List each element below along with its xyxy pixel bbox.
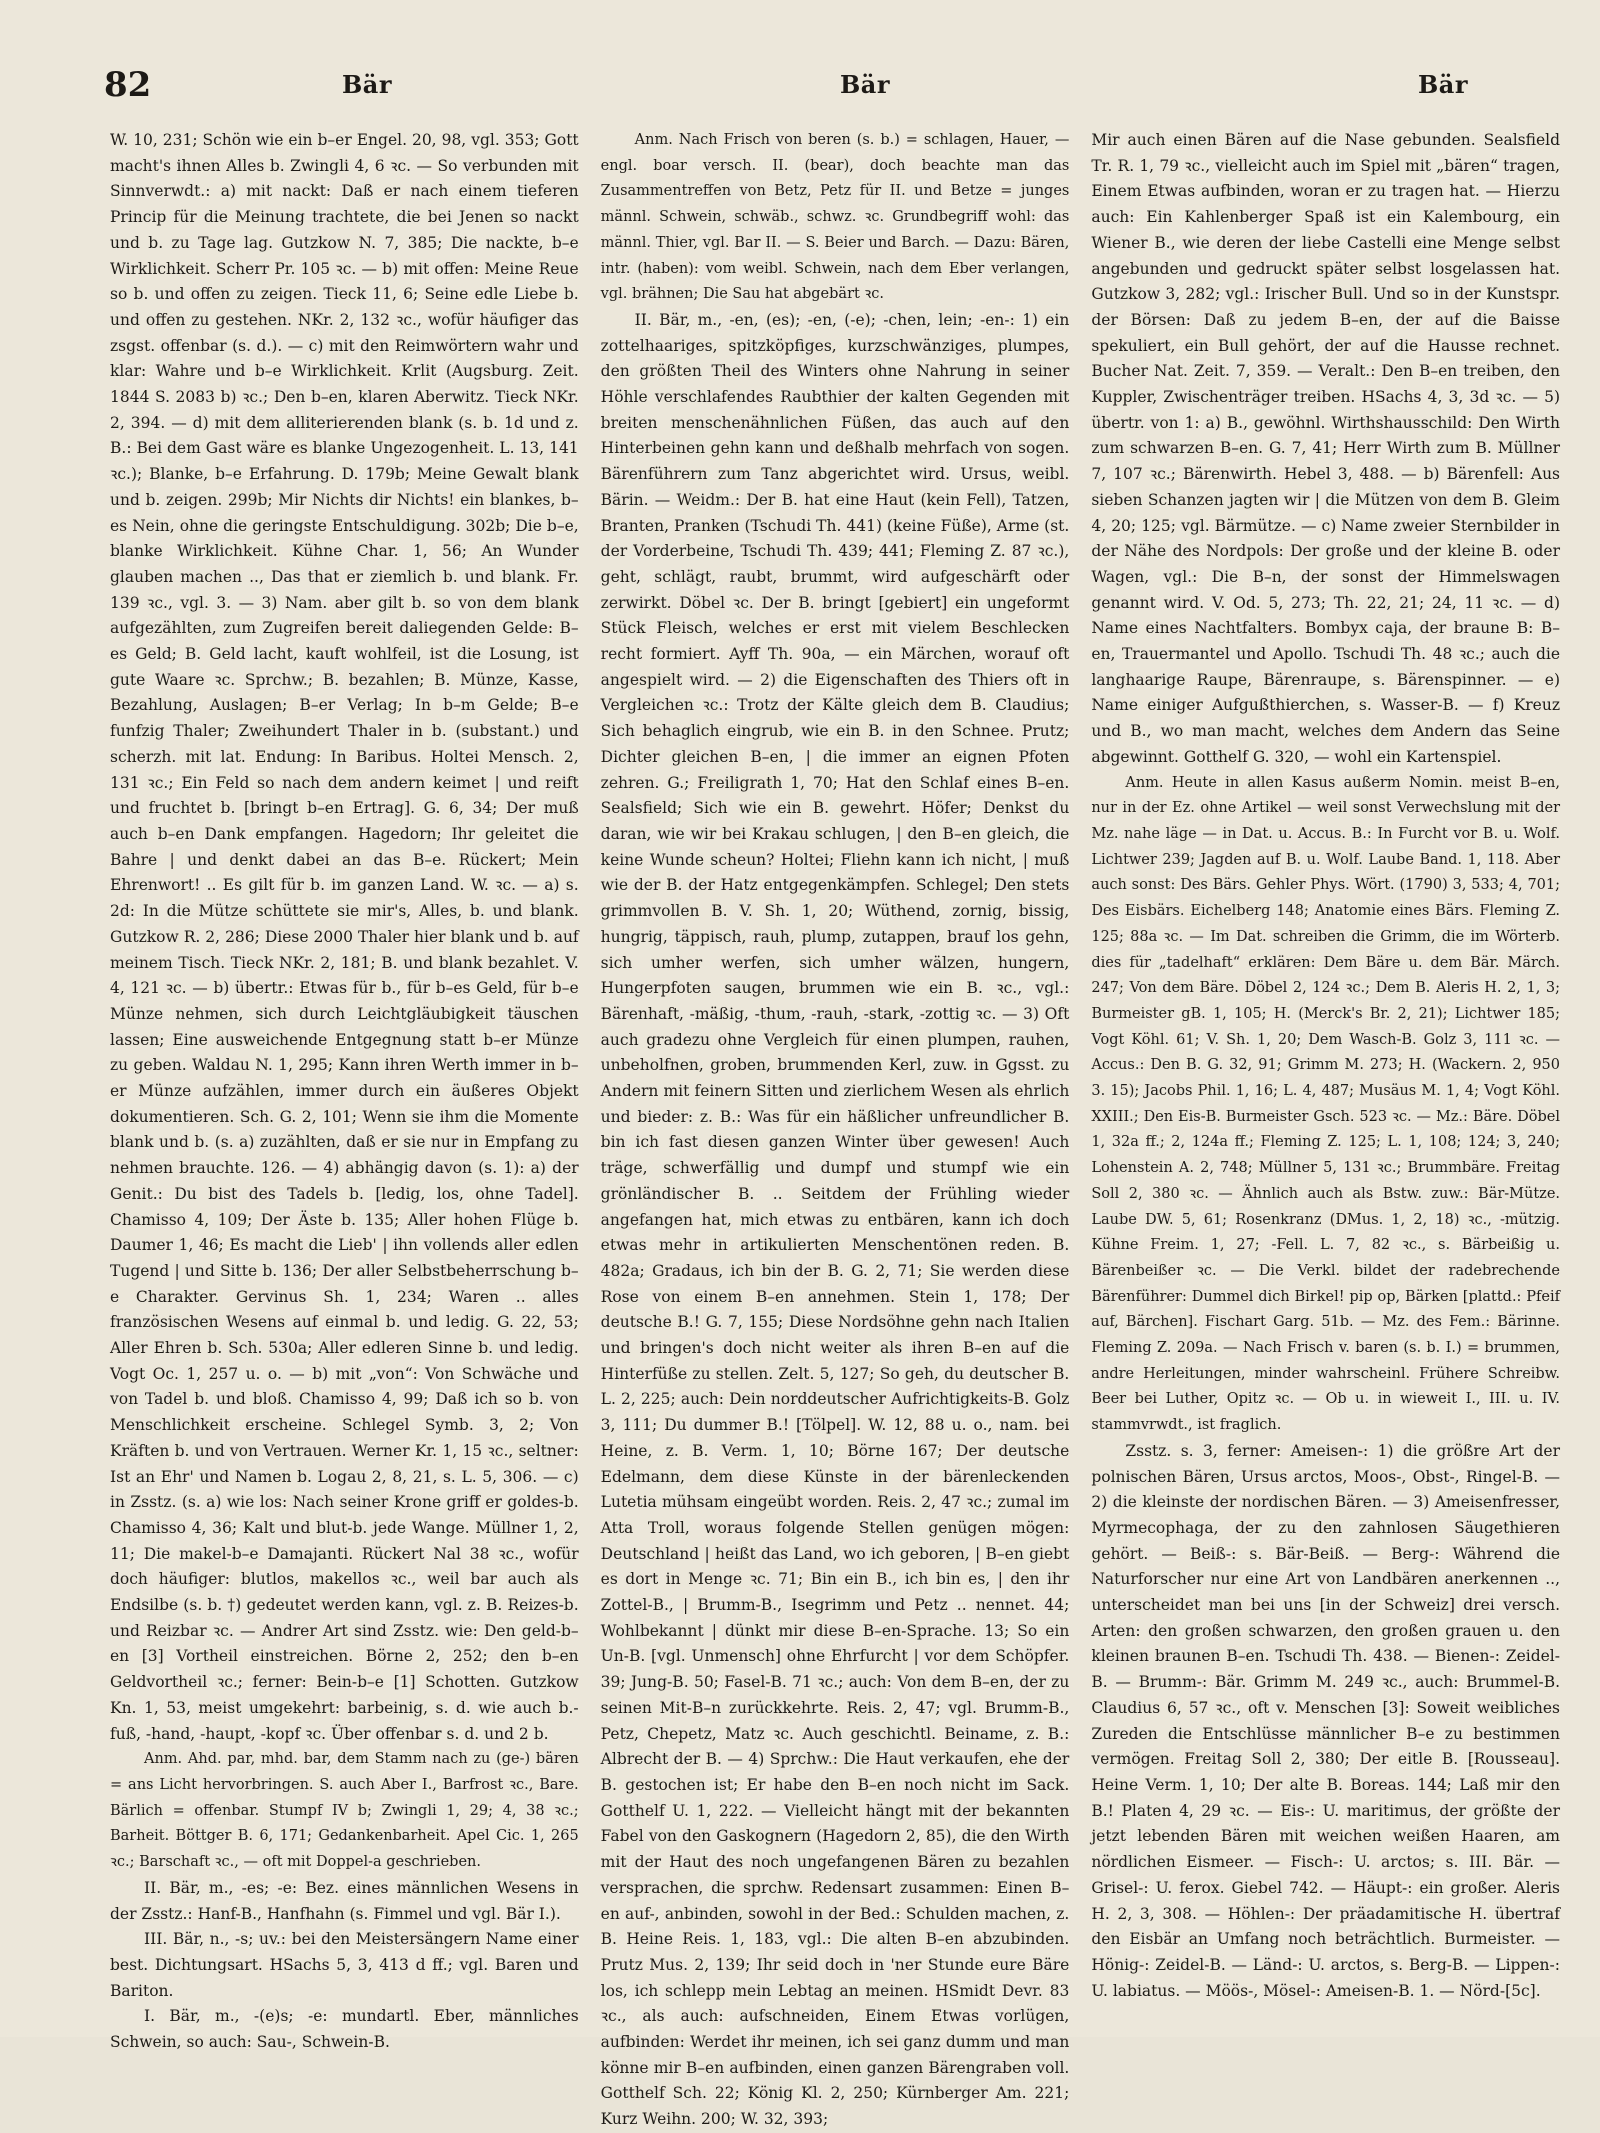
text-columns	[110, 128, 1561, 2129]
entry-paragraph: II. Bär, m., -es; -e: Bez. eines männlichen Wesens in der Zsstz.: Hanf-B., Hanfhahn (s. Fimmel und vgl. Bär I.).	[110, 1878, 579, 1923]
entry-note: Anm. Nach Frisch von beren (s. b.) = schlagen, Hauer, — engl. boar versch. II. (bear), doch beachte man das Zusammentreffen von Betz, Petz für II. und Betze = junges männl. Schwein, schwäb., schwz. ꝛc. Grundbegriff wohl: das männl. Thier, vgl. Bar II. — S. Beier und Barch. — Dazu: Bären, intr. (haben): vom weibl. Schwein, nach dem Eber verlangen, vgl. brähnen; Die Sau hat abgebärt ꝛc.	[600, 132, 1070, 303]
entry-paragraph: I. Bär, m., -(e)s; -e: mundartl. Eber, männliches Schwein, so auch: Sau-, Schwein-B.	[110, 2007, 579, 2052]
column-right	[1091, 128, 1560, 2028]
running-headword-right: Bär	[1418, 70, 1468, 99]
column-left	[110, 128, 579, 2052]
entry-note: Anm. Ahd. par, mhd. bar, dem Stamm nach zu (ge-) bären = ans Licht hervorbringen. S. auch Aber I., Barfrost ꝛc., Bare. Bärlich = offenbar. Stumpf IV b; Zwingli 1, 29; 4, 38 ꝛc.; Barheit. Böttger B. 6, 171; Gedankenbarheit. Apel Cic. 1, 265 ꝛc.; Barschaft ꝛc., — oft mit Doppel-a geschrieben.	[110, 1751, 579, 1871]
entry-paragraph: Zsstz. s. 3, ferner: Ameisen-: 1) die größre Art der polnischen Bären, Ursus arctos, Moos-, Obst-, Ringel-B. — 2) die kleinste der nordischen Bären. — 3) Ameisenfresser, Myrmecophaga, der zu den zahnlosen Säugethieren gehört. — Beiß-: s. Bär-Beiß. — Berg-: Während die Naturforscher nur eine Art von Landbären anerkennen .., unterscheidet man bei uns [in der Schweiz] drei versch. Arten: den großen schwarzen, den großen grauen u. den kleinen braunen B–en. Tschudi Th. 438. — Bienen-: Zeidel-B. — Brumm-: Bär. Grimm M. 249 ꝛc., auch: Brummel-B. Claudius 6, 57 ꝛc., oft v. Menschen [3]: Soweit weibliches Zureden die Entschlüsse männlicher B–e zu bestimmen vermögen. Freitag Soll 2, 380; Der eitle B. [Rousseau]. Heine Verm. 1, 10; Der alte B. Boreas. 144; Laß mir den B.! Platen 4, 29 ꝛc. — Eis-: U. maritimus, der größte der jetzt lebenden Bären mit weichen weißen Haaren, am nördlichen Eismeer. — Fisch-: U. arctos; s. III. Bär. — Grisel-: U. ferox. Giebel 742. — Häupt-: ein großer. Aleris H. 2, 3, 308. — Höhlen-: Der präadamitische H. übertraf den Eisbär an Umfang noch beträchtlich. Burmeister. — Hönig-: Zeidel-B. — Länd-: U. arctos, s. Berg-B. — Lippen-: U. labiatus. — Möös-, Mösel-: Ameisen-B. 1. — Nörd-[5c].	[1091, 1441, 1561, 2000]
page-number: 82	[104, 65, 152, 105]
entry-note: Anm. Heute in allen Kasus außerm Nomin. meist B–en, nur in der Ez. ohne Artikel — weil sonst Verwechslung mit der Mz. nahe läge — in Dat. u. Accus. B.: In Furcht vor B. u. Wolf. Lichtwer 239; Jagden auf B. u. Wolf. Laube Band. 1, 118. Aber auch sonst: Des Bärs. Gehler Phys. Wört. (1790) 3, 533; 4, 701; Des Eisbärs. Eichelberg 148; Anatomie eines Bärs. Fleming Z. 125; 88a ꝛc. — Im Dat. schreiben die Grimm, die im Wörterb. dies für „tadelhaft“ erklären: Dem Bäre u. dem Bär. Märch. 247; Von dem Bäre. Döbel 2, 124 ꝛc.; Dem B. Aleris H. 2, 1, 3; Burmeister gB. 1, 105; H. (Merck's Br. 2, 21); Lichtwer 185; Vogt Köhl. 61; V. Sh. 1, 20; Dem Wasch-B. Golz 3, 111 ꝛc. — Accus.: Den B. G. 32, 91; Grimm M. 273; H. (Wackern. 2, 950 3. 15); Jacobs Phil. 1, 16; L. 4, 487; Musäus M. 1, 4; Vogt Köhl. XXIII.; Den Eis-B. Burmeister Gsch. 523 ꝛc. — Mz.: Bäre. Döbel 1, 32a ff.; 2, 124a ff.; Fleming Z. 125; L. 1, 108; 124; 3, 240; Lohenstein A. 2, 748; Müllner 5, 131 ꝛc.; Brummbäre. Freitag Soll 2, 380 ꝛc. — Ähnlich auch als Bstw. zuw.: Bär-Mütze. Laube DW. 5, 61; Rosenkranz (DMus. 1, 2, 18) ꝛc., -mützig. Kühne Freim. 1, 27; -Fell. L. 7, 82 ꝛc., s. Bärbeißig u. Bärenbeißer ꝛc. — Die Verkl. bildet der radebrechende Bärenführer: Dummel dich Birkel! pip op, Bärken [plattd.: Pfeif auf, Bärchen]. Fischart Garg. 51b. — Mz. des Fem.: Bärinne. Fleming Z. 209a. — Nach Frisch v. baren (s. b. I.) = brummen, andre Herleitungen, minder wahrscheinl. Frühere Schreibw. Beer bei Luther, Opitz ꝛc. — Ob u. in wieweit I., III. u. IV. stammvrwdt., ist fraglich.	[1091, 774, 1561, 1434]
page-header	[104, 65, 1560, 112]
entry-paragraph: Mir auch einen Bären auf die Nase gebunden. Sealsfield Tr. R. 1, 79 ꝛc., vielleicht auch im Spiel mit „bären“ tragen, Einem Etwas aufbinden, woran er zu tragen hat. — Hierzu auch: Ein Kahlenberger Spaß ist ein Kalembourg, ein Wiener B., wie deren der liebe Castelli eine Menge selbst angebunden und gedruckt später selbst losgelassen hat. Gutzkow 3, 282; vgl.: Irischer Bull. Und so in der Kunstspr. der Börsen: Daß zu jedem B–en, der auf die Baisse spekuliert, ein Bull gehört, der auf die Hausse rechnet. Bucher Nat. Zeit. 7, 359. — Veralt.: Den B–en treiben, den Kuppler, Zwischenträger treiben. HSachs 4, 3, 3d ꝛc. — 5) übertr. von 1: a) B., gewöhnl. Wirthshausschild: Den Wirth zum schwarzen B–en. G. 7, 41; Herr Wirth zum B. Müllner 7, 107 ꝛc.; Bärenwirth. Hebel 3, 488. — b) Bärenfell: Aus sieben Schanzen jagten wir | die Mützen von dem B. Gleim 4, 20; 125; vgl. Bärmütze. — c) Name zweier Sternbilder in der Nähe des Nordpols: Der große und der kleine B. oder Wagen, vgl.: Die B–n, der sonst der Himmelswagen genannt wird. V. Od. 5, 273; Th. 22, 21; 24, 11 ꝛc. — d) Name eines Nachtfalters. Bombyx caja, der braune B: B–en, Trauermantel und Apollo. Tschudi Th. 48 ꝛc.; auch die langhaarige Raupe, Bärenraupe, s. Bärenspinner. — e) Name einiger Aufgußthierchen, s. Wasser-B. — f) Kreuz und B., wo man macht, welches dem Andern das Seine abgewinnt. Gotthelf G. 320, — wohl ein Kartenspiel.	[1091, 131, 1561, 766]
entry-paragraph: III. Bär, n., -s; uv.: bei den Meistersängern Name einer best. Dichtungsart. HSachs 5, 3, 413 d ff.; vgl. Baren und Bariton.	[110, 1930, 579, 2000]
entry-paragraph: W. 10, 231; Schön wie ein b–er Engel. 20, 98, vgl. 353; Gott macht's ihnen Alles b. Zwingli 4, 6 ꝛc. — So verbunden mit Sinnverwdt.: a) mit nackt: Daß er nach einem tieferen Princip für die Meinung trachtete, die bei Jenen so nackt und b. zu Tage lag. Gutzkow N. 7, 385; Die nackte, b–e Wirklichkeit. Scherr Pr. 105 ꝛc. — b) mit offen: Meine Reue so b. und offen zu zeigen. Tieck 11, 6; Seine edle Liebe b. und offen zu gestehen. NKr. 2, 132 ꝛc., wofür häufiger das zsgst. offenbar (s. d.). — c) mit den Reimwörtern wahr und klar: Wahre und b–e Wirklichkeit. Krlit (Augsburg. Zeit. 1844 S. 2083 b) ꝛc.; Den b–en, klaren Aberwitz. Tieck NKr. 2, 394. — d) mit dem alliterierenden blank (s. b. 1d und z. B.: Bei dem Gast wäre es blanke Ungezogenheit. L. 13, 141 ꝛc.); Blanke, b–e Erfahrung. D. 179b; Meine Gewalt blank und b. zeigen. 299b; Mir Nichts dir Nichts! ein blankes, b–es Nein, ohne die geringste Entschuldigung. 302b; Die b–e, blanke Wirklichkeit. Kühne Char. 1, 56; An Wunder glauben machen .., Das that er ziemlich b. und blank. Fr. 139 ꝛc., vgl. 3. — 3) Nam. aber gilt b. so von dem blank aufgezählten, zum Zugreifen bereit daliegenden Gelde: B–es Geld; B. Geld lacht, kauft wohlfeil, ist die Losung, ist gute Waare ꝛc. Sprchw.; B. bezahlen; B. Münze, Kasse, Bezahlung, Auslagen; B–er Verlag; In b–m Gelde; B–e funfzig Thaler; Zweihundert Thaler in b. (substant.) und scherzh. mit lat. Endung: In Baribus. Holtei Mensch. 2, 131 ꝛc.; Ein Feld so nach dem andern keimet | und reift und fruchtet b. [bringt b–en Ertrag]. G. 6, 34; Der muß auch b–en Dank empfangen. Hagedorn; Ihr geleitet die Bahre | und denkt dabei an das B–e. Rückert; Mein Ehrenwort! .. Es gilt für b. im ganzen Land. W. ꝛc. — a) s. 2d: In die Mütze schüttete sie mir's, Alles, b. und blank. Gutzkow R. 2, 286; Diese 2000 Thaler hier blank und b. auf meinem Tisch. Tieck NKr. 2, 181; B. und blank bezahlet. V. 4, 121 ꝛc. — b) übertr.: Etwas für b., für b–es Geld, für b–e Münze nehmen, sich durch Leichtgläubigkeit täuschen lassen; Eine ausweichende Entgegnung statt b–er Münze zu geben. Waldau N. 1, 295; Kann ihren Werth immer in b–er Münze aufzählen, immer durch ein äußeres Objekt dokumentieren. Sch. G. 2, 101; Wenn sie ihm die Momente blank und b. (s. a) zuzählten, daß er sie nur in Empfang zu nehmen brauchte. 126. — 4) abhängig davon (s. 1): a) der Genit.: Du bist des Tadels b. [ledig, los, ohne Tadel]. Chamisso 4, 109; Der Äste b. 135; Aller hohen Flüge b. Daumer 1, 46; Es macht die Lieb' | ihn vollends aller edlen Tugend | und Sitte b. 136; Der aller Selbstbeherrschung b–e Charakter. Gervinus Sh. 1, 234; Waren .. alles französischen Wesens auf einmal b. und ledig. G. 22, 53; Aller Ehren b. Sch. 530a; Aller edleren Sinne b. und ledig. Vogt Oc. 1, 257 u. o. — b) mit „von“: Von Schwäche und von Tadel b. und bloß. Chamisso 4, 99; Daß ich so b. von Menschlichkeit erscheine. Schlegel Symb. 3, 2; Von Kräften b. und von Vertrauen. Werner Kr. 1, 15 ꝛc., seltner: Ist an Ehr' und Namen b. Logau 2, 8, 21, s. L. 5, 306. — c) in Zsstz. (s. a) wie los: Nach seiner Krone griff er goldes-b. Chamisso 4, 36; Kalt und blut-b. jede Wange. Müllner 1, 2, 11; Die makel-b–e Damajanti. Rückert Nal 38 ꝛc., wofür doch häufiger: blutlos, makellos ꝛc., weil bar auch als Endsilbe (s. b. †) gedeutet werden kann, vgl. z. B. Reizes-b. und Reizbar ꝛc. — Andrer Art sind Zsstz. wie: Den geld-b–en [3] Vortheil einstreichen. Börne 2, 252; den b–en Geldvortheil ꝛc.; ferner: Bein-b–e [1] Schotten. Gutzkow Kn. 1, 53, meist umgekehrt: barbeinig, s. d. wie auch b.-fuß, -hand, -haupt, -kopf ꝛc. Über offenbar s. d. und 2 b.	[110, 131, 579, 1743]
running-headword-left: Bär	[342, 70, 392, 99]
column-middle	[600, 128, 1070, 2129]
entry-paragraph: II. Bär, m., -en, (es); -en, (-e); -chen, lein; -en-: 1) ein zottelhaariges, spitzköpfiges, kurzschwänziges, plumpes, den größten Theil des Winters ohne Nahrung in seiner Höhle verschlafendes Raubthier der kalten Gegenden mit breiten menschenähnlichen Füßen, das auch auf den Hinterbeinen gehn kann und deßhalb mehrfach von sogen. Bärenführern zum Tanz abgerichtet wird. Ursus, weibl. Bärin. — Weidm.: Der B. hat eine Haut (kein Fell), Tatzen, Branten, Pranken (Tschudi Th. 441) (keine Füße), Arme (st. der Vorderbeine, Tschudi Th. 439; 441; Fleming Z. 87 ꝛc.), geht, schlägt, raubt, brummt, wird aufgeschärft oder zerwirkt. Döbel ꝛc. Der B. bringt [gebiert] ein ungeformt Stück Fleisch, welches er erst mit vielem Beschlecken recht formiert. Ayff Th. 90a, — ein Märchen, worauf oft angespielt wird. — 2) die Eigenschaften des Thiers oft in Vergleichen ꝛc.: Trotz der Kälte gleich dem B. Claudius; Sich behaglich eingrub, wie ein B. in den Schnee. Prutz; Dichter gleichen B–en, | die immer an eignen Pfoten zehren. G.; Freiligrath 1, 70; Hat den Schlaf eines B–en. Sealsfield; Sich wie ein B. gewehrt. Höfer; Denkst du daran, wie wir bei Krakau schlugen, | den B–en gleich, die keine Wunde scheun? Holtei; Fliehn kann ich nicht, | muß wie der B. der Hatz entgegenkämpfen. Schlegel; Den stets grimmvollen B. V. Sh. 1, 20; Wüthend, zornig, bissig, hungrig, täppisch, rauh, plump, zutappen, brauf los gehn, sich umher werfen, sich umher wälzen, hungern, Hungerpfoten saugen, brummen wie ein B. ꝛc., vgl.: Bärenhaft, -mäßig, -thum, -rauh, -stark, -zottig ꝛc. — 3) Oft auch gradezu ohne Vergleich für einen plumpen, rauhen, unbeholfnen, groben, brummenden Kerl, zuw. in Ggsst. zu Andern mit feinern Sitten und zierlichem Wesen als ehrlich und bieder: z. B.: Was für ein häßlicher unfreundlicher B. bin ich fast diesen ganzen Winter über gewesen! Auch träge, schwerfällig und dumpf und stumpf wie ein grönländischer B. .. Seitdem der Frühling wieder angefangen hat, mich etwas zu entbären, kann ich doch etwas mehr in artikulierten Menschentönen reden. B. 482a; Gradaus, ich bin der B. G. 2, 71; Sie werden diese Rose von einem B–en annehmen. Stein 1, 178; Der deutsche B.! G. 7, 155; Diese Nordsöhne gehn nach Italien und bringen's doch nicht weiter als ihren B–en auf die Hinterfüße zu stellen. Zelt. 5, 127; So geh, du deutscher B. L. 2, 225; auch: Dein norddeutscher Aufrichtigkeits-B. Golz 3, 111; Du dummer B.! [Tölpel]. W. 12, 88 u. o., nam. bei Heine, z. B. Verm. 1, 10; Börne 167; Der deutsche Edelmann, dem diese Künste in der bärenleckenden Lutetia mühsam eingeübt worden. Reis. 2, 47 ꝛc.; zumal im Atta Troll, woraus folgende Stellen genügen mögen: Deutschland | heißt das Land, wo ich geboren, | B–en giebt es dort in Menge ꝛc. 71; Bin ein B., ich bin es, | den ihr Zottel-B., | Brumm-B., Isegrimm und Petz .. nennet. 44; Wohlbekannt | dünkt mir diese B–en-Sprache. 13; So ein Un-B. [vgl. Unmensch] ohne Ehrfurcht | vor dem Schöpfer. 39; Jung-B. 50; Fasel-B. 71 ꝛc.; auch: Von dem B–en, der zu seinen Mit-B–n zurückkehrte. Reis. 2, 47; vgl. Brumm-B., Petz, Chepetz, Matz ꝛc. Auch geschichtl. Beiname, z. B.: Albrecht der B. — 4) Sprchw.: Die Haut verkaufen, ehe der B. gestochen ist; Er habe den B–en noch nicht im Sack. Gotthelf U. 1, 222. — Vielleicht hängt mit der bekannten Fabel von den Gaskognern (Hagedorn 2, 85), die den Wirth mit der Haut des noch ungefangenen Bären zu bezahlen versprachen, die sprchw. Redensart zusammen: Einen B–en auf-, anbinden, sowohl in der Bed.: Schulden machen, z. B. Heine Reis. 1, 183, vgl.: Die alten B–en abzubinden. Prutz Mus. 2, 139; Ihr seid doch in 'ner Stunde eure Bäre los, ich schlepp mein Lebtag an meinen. HSmidt Devr. 83 ꝛc., als auch: aufschneiden, Einem Etwas vorlügen, aufbinden: Werdet ihr meinen, ich sei ganz dumm und man könne mir B–en aufbinden, einen ganzen Bärengraben voll. Gotthelf Sch. 22; König Kl. 2, 250; Kürnberger Am. 221; Kurz Weihn. 200; W. 32, 393;	[600, 310, 1070, 2129]
running-headword-center: Bär	[840, 70, 890, 99]
